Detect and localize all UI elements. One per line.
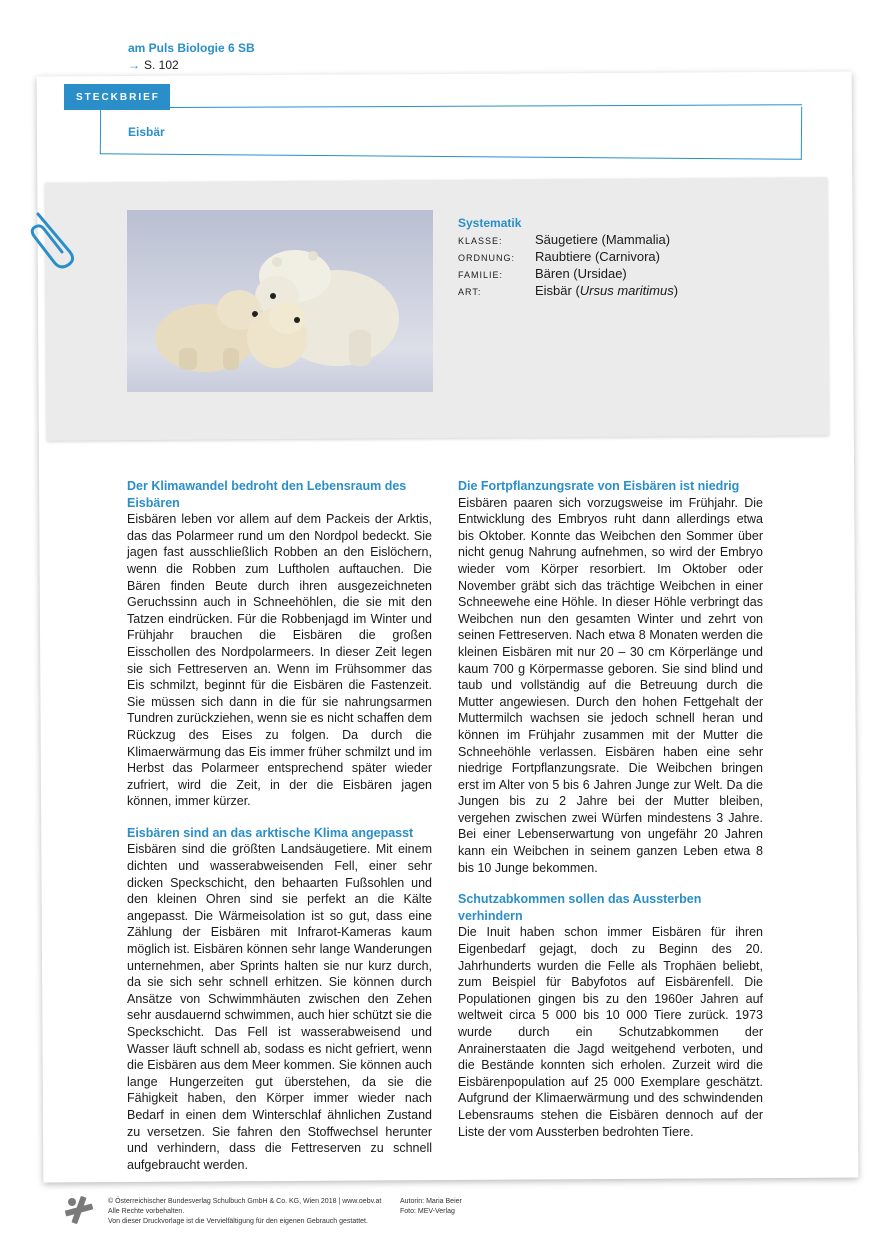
systematik-value: Raubtiere (Carnivora) [535,249,660,264]
polar-bear-photo [127,210,433,392]
systematik-row-art [458,283,758,300]
footer-rights: Alle Rechte vorbehalten. [108,1208,185,1215]
systematik-label: FAMILIE: [458,270,504,280]
text-column-left [127,478,432,1188]
systematik-row-familie [458,266,758,283]
systematik-label: ART: [458,287,482,297]
footer-photo-credit: Foto: MEV-Verlag [400,1208,455,1215]
systematik-row-ordnung [458,249,758,266]
arrow-right-icon: → [128,58,140,72]
section-heading-klimawandel: Der Klimawandel bedroht den Lebensraum des Eisbären [127,479,407,510]
paperclip-icon [30,210,80,270]
polar-bear-image [127,210,433,392]
text-column-right [458,478,763,1155]
section-body-schutzabkommen: Die Inuit haben schon immer Eisbären für ihren Eigenbedarf gejagt, doch zu Beginn des 20. Jahrhunderts wurden die Felle als Trophäen beliebt, zum Beispiel für Babyfotos auf Eisbärenfell. Die Populationen gingen bis zu den 1960er Jahren auf weltweit circa 5 000 bis 10 000 Tiere zurück. 1973 wurde durch ein Schutzabkommen der Anrainerstaaten die Jagd weitgehend verboten, und die Bestände konnten sich erholen. Zurzeit wird die Eisbärenpopulation auf 25 000 Exemplare geschätzt. Aufgrund der Klimaerwärmung und des schwindenden Lebensraums stehen die Eisbären dennoch auf der Liste der vom Aussterben bedrohten Tiere. [458,925,763,1139]
page-reference [128,58,179,72]
systematik-value [535,283,678,298]
systematik-label: KLASSE: [458,236,503,246]
section-body-klima-angepasst: Eisbären sind die größten Landsäugetiere. Mit einem dichten und wasserabweisenden Fell, einer sehr dicken Speckschicht, den behaarten Fußsohlen und den kleinen Ohren sind sie perfekt an die Kälte angepasst. Die Wärmeisolation ist so gut, dass eine Zählung der Eisbären mit Infrarot-Kameras kaum möglich ist. Eisbären können sehr lange Wanderungen unternehmen, aber Sprints halten sie nur kurz durch, da sie sich sehr schnell erhitzen. Sie können durch Ansätze von Schwimmhäuten zwischen den Zehen sehr ausdauernd schwimmen, auch hier schützt sie die Speckschicht. Das Fell ist wasserabweisend und Wasser läuft schnell ab, sodass es nicht gefriert, wenn die Eisbären aus dem Meer kommen. Sie können auch lange Hungerzeiten gut überstehen, da sie die Fähigkeit haben, den Körper immer wieder nach Bedarf in einen dem Winterschlaf ähnlichen Zustand zu versetzen. Sie fahren den Stoffwechsel herunter und verhindern, dass die Fettreserven zu schnell aufgebraucht werden. [127,842,432,1172]
steckbrief-tag-label: STECKBRIEF [76,92,160,103]
section-body-klimawandel: Eisbären leben vor allem auf dem Packeis der Arktis, das das Polarmeer rund um den Nordpol bedeckt. Sie jagen fast ausschließlich Robben an den Eislöchern, wenn die Robben zum Luftholen auftauchen. Die Bären finden Beute durch ihren ausgezeichneten Geruchssinn auch in Schneehöhlen, die sie mit den Tatzen eindrücken. Für die Robbenjagd im Winter und Frühjahr brauchen die Eisbären die großen Eisschollen des Nordpolarmeers. In dieser Zeit legen sie sich Fettreserven an. Wenn im Frühsommer das Eis schmilzt, beginnt für die Eisbären die Fastenzeit. Sie müssen sich dann in die für sie nahrungsarmen Tundren zurückziehen, wenn sie es nicht schaffen dem Rückzug des Eises zu folgen. Da durch die Klimaerwärmung das Eis immer früher schmilzt und im Herbst das Polarmeer entsprechend später wieder zufriert, wird die Zeit, in der die Eisbären jagen können, immer kürzer. [127,512,432,809]
systematik-heading: Systematik [458,216,522,230]
footer-author: Autorin: Maria Beier [400,1198,462,1205]
systematik-label: ORDNUNG: [458,253,515,263]
footer-copy-note: Von dieser Druckvorlage ist die Vervielfältigung für den eigenen Gebrauch gestattet. [108,1218,368,1225]
species-name-end: ) [673,283,679,298]
section-heading-schutzabkommen: Schutzabkommen sollen das Aussterben verhindern [458,892,702,923]
section-heading-fortpflanzung: Die Fortpflanzungsrate von Eisbären ist niedrig [458,479,740,493]
footer-copyright: © Österreichischer Bundesverlag Schulbuch GmbH & Co. KG, Wien 2018 | www.oebv.at [108,1198,382,1205]
systematik-value: Bären (Ursidae) [535,266,627,281]
species-latin-name: Ursus maritimus [579,283,674,298]
footer-legal [108,1197,381,1227]
systematik-value: Säugetiere (Mammalia) [535,232,671,247]
title-box [100,101,802,160]
publisher-logo-icon [64,1195,94,1225]
section-heading-klima-angepasst: Eisbären sind an das arktische Klima angepasst [127,825,414,840]
systematik-row-klasse [458,232,758,249]
book-title: am Puls Biologie 6 SB [128,41,255,55]
page-number: S. 102 [144,58,179,72]
species-name: Eisbär ( [535,283,580,298]
section-body-fortpflanzung: Eisbären paaren sich vorzugsweise im Frühjahr. Die Entwicklung des Embryos ruht dann allerdings etwa bis Oktober. Konnte das Weibchen den Sommer über nicht genug Nahrung aufnehmen, so wird der Embryo wieder vom Körper resorbiert. Im Oktober oder November gräbt sich das trächtige Weibchen in einer Schneewehe eine Höhle. In dieser Höhle verbringt das Weibchen nun den gesamten Winter und zehrt von seinen Fettreserven. Nach etwa 8 Monaten werden die kleinen Eisbären mit nur 20 – 30 cm Körperlänge und kaum 700 g Körpermasse geboren. Sie sind blind und taub und vollständig auf die Betreuung durch die Mutter angewiesen. Durch den hohen Fettgehalt der Muttermilch wachsen sie jedoch schnell heran und können im Frühjahr zusammen mit der Mutter die Schneehöhle verlassen. Eisbären haben eine sehr niedrige Fortpflanzungsrate. Die Weibchen bringen erst im Alter von 5 bis 6 Jahren Junge zur Welt. Da die Jungen bis zu 2 Jahre bei der Mutter bleiben, vergehen zwischen zwei Würfen mindestens 3 Jahre. Bei einer Lebenserwartung von ungefähr 20 Jahren kann ein Weibchen in seinem ganzen Leben etwa 8 bis 10 Junge bekommen. [458,495,763,875]
sheet-title: Eisbär [128,125,165,139]
footer-credits [400,1197,462,1217]
